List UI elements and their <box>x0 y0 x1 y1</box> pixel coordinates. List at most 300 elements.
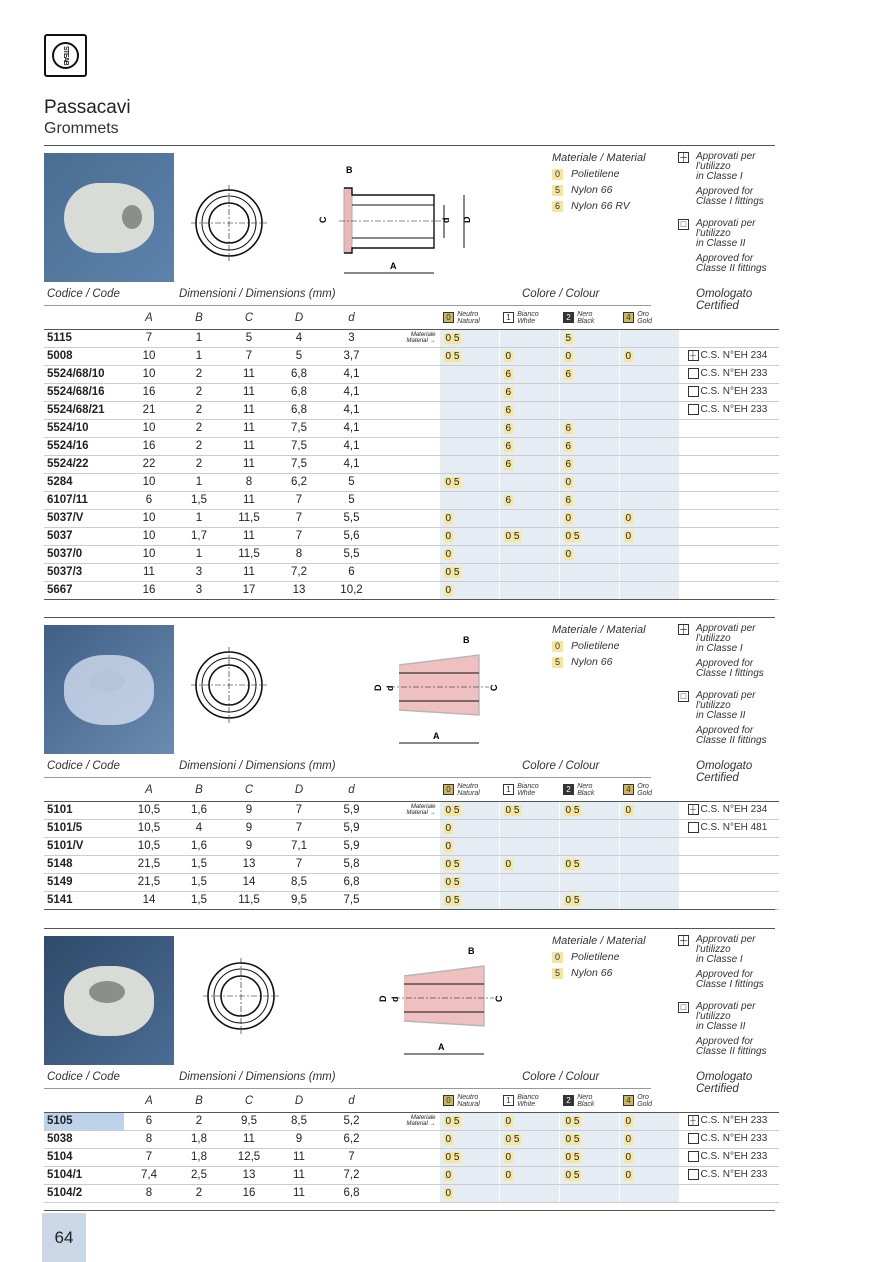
material-badge: 0 <box>445 585 452 596</box>
dim-A: 6 <box>124 491 174 509</box>
material-item <box>552 951 646 963</box>
certification <box>679 837 779 855</box>
material-title: Materiale / Material <box>552 152 646 164</box>
col-D: D <box>274 779 324 801</box>
dim-A: 10,5 <box>124 801 174 819</box>
colour-cell <box>559 1130 619 1148</box>
header-dimensions: Dimensioni / Dimensions (mm) <box>179 1071 336 1083</box>
dim-d: 4,1 <box>324 401 379 419</box>
colour-cell <box>499 545 559 563</box>
certification <box>679 1166 779 1184</box>
approval-text: l'utilizzo <box>696 1011 731 1022</box>
material-code: 5 <box>552 185 563 196</box>
approval-text: Classe I fittings <box>696 668 764 679</box>
colour-cell <box>619 819 679 837</box>
product-code: 5104/1 <box>44 1166 124 1184</box>
header-colour: Colore / Colour <box>522 1071 600 1083</box>
dim-A: 21 <box>124 401 174 419</box>
svg-text:d: d <box>441 217 451 223</box>
material-badge: 6 <box>505 423 512 434</box>
material-arrow-label <box>379 1148 439 1166</box>
product-code: 5037/V <box>44 509 124 527</box>
product-code: 5524/10 <box>44 419 124 437</box>
approval-text: in Classe II <box>696 710 746 721</box>
class-1-icon: ┼ <box>688 1115 699 1126</box>
logo-mark: STEAB <box>52 42 79 69</box>
dim-B: 1,5 <box>174 491 224 509</box>
dim-d: 5,9 <box>324 801 379 819</box>
material-arrow-label <box>379 1130 439 1148</box>
colour-cell <box>439 383 499 401</box>
dim-D: 7 <box>274 491 324 509</box>
product-code: 5037/0 <box>44 545 124 563</box>
material-name: Nylon 66 <box>571 656 613 668</box>
colour-en: White <box>517 1100 536 1108</box>
colour-it: Oro <box>637 310 649 318</box>
material-arrow-label <box>379 855 439 873</box>
dim-C: 8 <box>224 473 274 491</box>
dim-d: 6 <box>324 563 379 581</box>
material-legend <box>552 935 646 979</box>
dim-D: 8 <box>274 545 324 563</box>
certification <box>679 1130 779 1148</box>
dim-d: 3 <box>324 329 379 347</box>
product-code: 5284 <box>44 473 124 491</box>
material-badge: 0 5 <box>505 805 520 816</box>
dim-d: 7,2 <box>324 1166 379 1184</box>
colour-cell <box>619 563 679 581</box>
dim-C: 9 <box>224 801 274 819</box>
material-badge: 6 <box>505 459 512 470</box>
colour-en: White <box>517 789 536 797</box>
material-code: 5 <box>552 968 563 979</box>
header-certified-en: Certified <box>696 772 739 784</box>
material-badge: 0 <box>505 351 512 362</box>
material-badge: 0 5 <box>445 351 460 362</box>
material-badge: 0 5 <box>445 877 460 888</box>
colour-header <box>559 1090 619 1112</box>
colour-en: Gold <box>637 1100 652 1108</box>
product-table <box>44 779 779 910</box>
certification <box>679 491 779 509</box>
col-C: C <box>224 307 274 329</box>
class-2-icon <box>688 1133 699 1144</box>
colour-cell <box>439 347 499 365</box>
approval-text: Classe I fittings <box>696 979 764 990</box>
colour-cell <box>559 455 619 473</box>
product-code: 5524/68/10 <box>44 365 124 383</box>
dim-A: 8 <box>124 1184 174 1202</box>
column-header-row <box>44 779 779 801</box>
cert-number: C.S. N°EH 233 <box>700 368 768 380</box>
material-arrow-label <box>379 545 439 563</box>
material-badge: 6 <box>565 369 572 380</box>
material-badge: 0 5 <box>505 531 520 542</box>
colour-cell <box>559 1148 619 1166</box>
colour-cell <box>499 509 559 527</box>
colour-it: Bianco <box>517 310 539 318</box>
colour-cell <box>559 527 619 545</box>
material-badge: 0 5 <box>565 1170 580 1181</box>
material-title: Materiale / Material <box>552 935 646 947</box>
dim-C: 14 <box>224 873 274 891</box>
dim-C: 13 <box>224 1166 274 1184</box>
material-badge: 0 5 <box>445 1116 460 1127</box>
product-code: 5104/2 <box>44 1184 124 1202</box>
material-badge: 0 <box>445 531 452 542</box>
class-1-icon: ┼ <box>678 152 689 163</box>
approval-text: Approvati per <box>696 1001 756 1012</box>
colour-cell <box>619 873 679 891</box>
dim-C: 11 <box>224 455 274 473</box>
material-badge: 0 5 <box>445 333 460 344</box>
material-arrow-label <box>379 837 439 855</box>
dim-d: 7,5 <box>324 891 379 909</box>
approval-text: Classe I fittings <box>696 196 764 207</box>
dim-B: 1,6 <box>174 801 224 819</box>
approval-text: in Classe I <box>696 643 743 654</box>
material-arrow-label: Materiale Material → <box>379 329 439 347</box>
approval-text: Approvati per <box>696 690 756 701</box>
dim-d: 4,1 <box>324 365 379 383</box>
certification <box>679 819 779 837</box>
material-badge: 0 <box>625 513 632 524</box>
material-badge: 0 5 <box>445 859 460 870</box>
colour-box: 0 <box>443 312 454 323</box>
colour-header <box>499 1090 559 1112</box>
dim-C: 11 <box>224 419 274 437</box>
material-badge: 0 <box>505 1170 512 1181</box>
colour-en: Gold <box>637 317 652 325</box>
approval-text: Approved for <box>696 186 754 197</box>
svg-text:C: C <box>494 995 504 1002</box>
approval-text: in Classe II <box>696 238 746 249</box>
colour-it: Nero <box>577 310 593 318</box>
col-d: d <box>324 307 379 329</box>
svg-text:D: D <box>462 216 472 223</box>
approval-text: Approvati per <box>696 934 756 945</box>
material-badge: 0 <box>505 1152 512 1163</box>
material-badge: 0 <box>445 1134 452 1145</box>
dim-C: 9,5 <box>224 1112 274 1130</box>
certification <box>679 419 779 437</box>
dim-D: 11 <box>274 1148 324 1166</box>
dim-B: 1 <box>174 473 224 491</box>
colour-cell <box>439 801 499 819</box>
dim-C: 9 <box>224 837 274 855</box>
dim-A: 16 <box>124 581 174 599</box>
dim-d: 5,8 <box>324 855 379 873</box>
approval-text: l'utilizzo <box>696 700 731 711</box>
dim-B: 4 <box>174 819 224 837</box>
certification <box>679 401 779 419</box>
material-arrow-label <box>379 347 439 365</box>
material-badge: 0 5 <box>565 805 580 816</box>
technical-drawing <box>189 936 519 1065</box>
dim-D: 7,5 <box>274 419 324 437</box>
table-row <box>44 545 779 563</box>
colour-box: 1 <box>503 312 514 323</box>
header-rule <box>44 305 651 306</box>
table-row <box>44 1184 779 1202</box>
colour-header <box>619 1090 679 1112</box>
table-row <box>44 491 779 509</box>
approval-text: Approved for <box>696 253 754 264</box>
certification <box>679 873 779 891</box>
dim-D: 7 <box>274 855 324 873</box>
material-name: Nylon 66 RV <box>571 200 630 212</box>
certification <box>679 891 779 909</box>
material-badge: 0 5 <box>445 805 460 816</box>
dim-C: 9 <box>224 819 274 837</box>
dim-C: 11,5 <box>224 891 274 909</box>
dim-B: 2 <box>174 401 224 419</box>
colour-cell <box>559 855 619 873</box>
dim-A: 16 <box>124 383 174 401</box>
dim-B: 1 <box>174 347 224 365</box>
dim-C: 12,5 <box>224 1148 274 1166</box>
colour-cell <box>439 891 499 909</box>
material-badge: 0 <box>505 859 512 870</box>
dim-C: 11 <box>224 437 274 455</box>
colour-cell <box>439 1148 499 1166</box>
colour-cell <box>499 801 559 819</box>
certification <box>679 437 779 455</box>
material-badge: 0 <box>625 1134 632 1145</box>
colour-cell <box>439 1184 499 1202</box>
col-D: D <box>274 1090 324 1112</box>
class-2-icon <box>688 1151 699 1162</box>
certification <box>679 801 779 819</box>
dim-d: 5 <box>324 491 379 509</box>
material-item <box>552 656 646 668</box>
col-D: D <box>274 307 324 329</box>
dim-C: 13 <box>224 855 274 873</box>
header-colour: Colore / Colour <box>522 288 600 300</box>
colour-cell <box>499 473 559 491</box>
colour-box: 2 <box>563 1095 574 1106</box>
colour-cell <box>559 347 619 365</box>
dim-B: 1 <box>174 545 224 563</box>
dim-d: 5,9 <box>324 837 379 855</box>
dim-B: 2 <box>174 1184 224 1202</box>
colour-cell <box>499 455 559 473</box>
approval-legend <box>678 935 778 1069</box>
colour-cell <box>499 581 559 599</box>
material-badge: 0 <box>625 1152 632 1163</box>
colour-cell <box>619 801 679 819</box>
table-row <box>44 347 779 365</box>
svg-text:A: A <box>390 261 397 271</box>
certification <box>679 1112 779 1130</box>
material-arrow-label <box>379 1184 439 1202</box>
table-row <box>44 581 779 599</box>
colour-cell <box>619 455 679 473</box>
colour-header <box>619 307 679 329</box>
dim-A: 10 <box>124 365 174 383</box>
table-row <box>44 1166 779 1184</box>
colour-cell <box>439 437 499 455</box>
material-arrow-label <box>379 581 439 599</box>
colour-cell <box>619 401 679 419</box>
material-arrow-label: Materiale Material → <box>379 1112 439 1130</box>
dim-A: 14 <box>124 891 174 909</box>
colour-cell <box>619 419 679 437</box>
colour-cell <box>499 527 559 545</box>
certification <box>679 347 779 365</box>
dim-A: 7,4 <box>124 1166 174 1184</box>
colour-cell <box>499 383 559 401</box>
certification <box>679 383 779 401</box>
table-row <box>44 329 779 347</box>
dim-d: 5,2 <box>324 1112 379 1130</box>
approval-text: Classe II fittings <box>696 735 767 746</box>
dim-B: 2 <box>174 365 224 383</box>
class-2-icon <box>688 386 699 397</box>
header-code: Codice / Code <box>47 760 120 772</box>
colour-cell <box>619 509 679 527</box>
certification <box>679 329 779 347</box>
material-arrow-label <box>379 819 439 837</box>
dim-A: 10 <box>124 527 174 545</box>
table-row <box>44 1112 779 1130</box>
colour-it: Neutro <box>457 1093 479 1101</box>
material-arrow-label <box>379 383 439 401</box>
material-item <box>552 200 646 212</box>
table-row <box>44 383 779 401</box>
dim-B: 1,5 <box>174 855 224 873</box>
colour-cell <box>499 1112 559 1130</box>
dim-B: 1,5 <box>174 873 224 891</box>
material-title: Materiale / Material <box>552 624 646 636</box>
class-2-icon: □ <box>678 219 689 230</box>
header-certified-en: Certified <box>696 300 739 312</box>
dim-A: 16 <box>124 437 174 455</box>
col-B: B <box>174 307 224 329</box>
approval-legend <box>678 152 778 286</box>
colour-it: Oro <box>637 1093 649 1101</box>
colour-en: Natural <box>457 1100 480 1108</box>
dim-D: 7,1 <box>274 837 324 855</box>
dim-A: 10 <box>124 347 174 365</box>
colour-cell <box>619 527 679 545</box>
certification <box>679 581 779 599</box>
dim-D: 7 <box>274 509 324 527</box>
material-badge: 6 <box>505 369 512 380</box>
table-row <box>44 819 779 837</box>
header-certified-en: Certified <box>696 1083 739 1095</box>
class-2-icon <box>688 404 699 415</box>
colour-cell <box>619 545 679 563</box>
material-name: Nylon 66 <box>571 184 613 196</box>
col-C: C <box>224 1090 274 1112</box>
colour-it: Bianco <box>517 782 539 790</box>
dim-C: 17 <box>224 581 274 599</box>
colour-box: 4 <box>623 312 634 323</box>
dim-A: 8 <box>124 1130 174 1148</box>
product-table <box>44 307 779 600</box>
material-arrow-label <box>379 491 439 509</box>
column-header-row <box>44 307 779 329</box>
dim-A: 10,5 <box>124 819 174 837</box>
table-row <box>44 437 779 455</box>
svg-text:B: B <box>463 635 470 645</box>
material-badge: 0 <box>565 351 572 362</box>
colour-cell <box>499 1166 559 1184</box>
colour-cell <box>619 383 679 401</box>
colour-cell <box>619 1112 679 1130</box>
material-badge: 0 <box>445 549 452 560</box>
colour-cell <box>559 563 619 581</box>
dim-B: 1,8 <box>174 1130 224 1148</box>
colour-cell <box>619 1130 679 1148</box>
colour-cell <box>439 545 499 563</box>
material-arrow-label <box>379 563 439 581</box>
material-badge: 6 <box>565 459 572 470</box>
dim-A: 22 <box>124 455 174 473</box>
material-badge: 6 <box>565 423 572 434</box>
product-code: 5115 <box>44 329 124 347</box>
header-certified: Omologato <box>696 288 753 300</box>
dim-B: 1,6 <box>174 837 224 855</box>
dim-B: 3 <box>174 563 224 581</box>
colour-cell <box>499 419 559 437</box>
cert-number: C.S. N°EH 233 <box>700 1151 768 1163</box>
dim-A: 7 <box>124 329 174 347</box>
colour-en: Black <box>577 317 595 325</box>
dim-B: 1,5 <box>174 891 224 909</box>
approval-class-1 <box>678 152 778 207</box>
dim-D: 8,5 <box>274 1112 324 1130</box>
material-badge: 0 <box>445 823 452 834</box>
colour-box: 2 <box>563 312 574 323</box>
colour-cell <box>439 581 499 599</box>
dim-A: 11 <box>124 563 174 581</box>
class-2-icon: □ <box>678 1002 689 1013</box>
material-arrow-label <box>379 891 439 909</box>
product-code: 5101 <box>44 801 124 819</box>
dim-B: 2 <box>174 383 224 401</box>
dim-D: 9,5 <box>274 891 324 909</box>
colour-cell <box>499 1184 559 1202</box>
dim-B: 2 <box>174 1112 224 1130</box>
approval-text: in Classe I <box>696 171 743 182</box>
colour-cell <box>619 491 679 509</box>
dim-d: 4,1 <box>324 419 379 437</box>
material-badge: 5 <box>565 333 572 344</box>
approval-text: l'utilizzo <box>696 161 731 172</box>
material-badge: 0 5 <box>445 477 460 488</box>
section-bottom-rule <box>44 599 775 600</box>
class-2-icon: □ <box>678 691 689 702</box>
material-badge: 6 <box>505 405 512 416</box>
colour-cell <box>619 365 679 383</box>
material-item <box>552 184 646 196</box>
approval-class-2 <box>678 1002 778 1057</box>
material-code: 5 <box>552 657 563 668</box>
dim-A: 7 <box>124 1148 174 1166</box>
approval-class-2 <box>678 219 778 274</box>
colour-cell <box>439 1112 499 1130</box>
material-badge: 0 <box>445 1170 452 1181</box>
colour-cell <box>559 329 619 347</box>
material-legend <box>552 624 646 668</box>
dim-d: 6,8 <box>324 873 379 891</box>
approval-class-2 <box>678 691 778 746</box>
material-badge: 0 <box>505 1116 512 1127</box>
colour-cell <box>559 437 619 455</box>
approval-class-1 <box>678 624 778 679</box>
